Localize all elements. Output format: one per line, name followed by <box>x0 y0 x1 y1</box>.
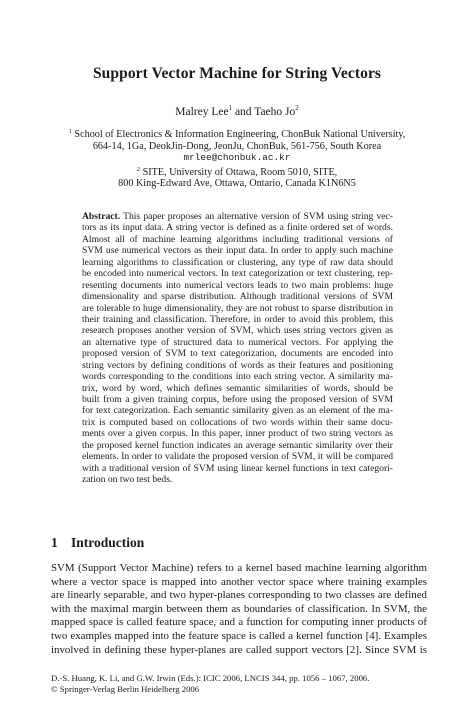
abstract-line: ments over a given corpus. In this paper, inner product of two string vectors as <box>82 428 393 440</box>
affiliation-mark: 2 <box>136 165 141 173</box>
abstract-line: research proposes another version of SVM, which uses string vectors given as <box>82 325 393 337</box>
author-name: Taeho Jo <box>254 106 296 118</box>
abstract-line: with a traditional version of SVM using linear kernel functions in text categori- <box>82 462 393 474</box>
affiliation-line: 800 King-Edward Ave, Ottawa, Ontario, Canada K1N6N5 <box>118 178 356 189</box>
abstract-line: an alternative type of structured data to numerical vectors. For applying the <box>82 336 393 348</box>
abstract-line: Almost all of machine learning algorithms including traditional versions of <box>82 233 393 245</box>
abstract-line: trix is computed based on collocations of two words within their same docu- <box>82 416 393 428</box>
abstract-line: zation on two test beds. <box>82 474 173 486</box>
author-name: Malrey Lee <box>175 106 229 118</box>
author-connector: and <box>232 106 255 118</box>
body-line: mapped space is called feature space, and a function for computing inner products of <box>51 616 427 629</box>
abstract-line: their training and classification. Therefore, in order to avoid this problem, this <box>82 313 393 325</box>
abstract-line: the proposed kernel function indicates an average semantic similarity over their <box>82 439 393 451</box>
abstract-text: This paper proposes an alternative version of SVM using string vec- <box>120 211 393 222</box>
body-line: where a vector space is mapped into another vector space where training examples <box>51 575 427 588</box>
affiliation-line <box>0 164 474 179</box>
introduction-text <box>51 562 427 657</box>
paper-title: Support Vector Machine for String Vectors <box>92 65 382 82</box>
abstract-line: be encoded into numerical vectors. In text categorization or text clustering, rep- <box>82 268 393 280</box>
affiliation-mark: 1 <box>68 128 72 135</box>
page-footer <box>51 673 431 694</box>
section-heading <box>51 535 144 551</box>
abstract <box>82 211 393 486</box>
abstract-line: words corresponding to the conditions into each string vector. A similarity ma- <box>82 371 393 383</box>
citation-line: D.-S. Huang, K. Li, and G.W. Irwin (Eds.): ICIC 2006, LNCIS 344, pp. 1056 – 1067, 2006. <box>51 673 370 683</box>
affiliation-line: 664-14, 1Ga, DeokJin-Dong, JeonJu, ChonBuk, 561-756, South Korea <box>92 140 382 152</box>
abstract-line: dimensionality and sparse distribution. Although traditional versions of SVM <box>82 291 393 303</box>
affiliation-mark: 1 <box>228 104 233 112</box>
abstract-line: tors as its input data. A string vector is defined as a finite ordered set of words. <box>82 222 393 234</box>
section-number: 1 <box>51 535 58 550</box>
abstract-line: are tolerable to huge dimensionality, they are not robust to sparse distribution in <box>82 302 393 314</box>
body-line: SVM (Support Vector Machine) refers to a kernel based machine learning algorithm <box>51 562 427 574</box>
body-line: two examples mapped into the feature space is called a kernel function [4]. Examples <box>51 629 427 642</box>
author-email: mrlee@chonbuk.ac.kr <box>183 152 291 163</box>
abstract-line: for text categorization. Each semantic similarity given as an element of the ma- <box>82 405 393 417</box>
section-title: Introduction <box>71 535 145 550</box>
affiliation-text: School of Electronics & Information Engineering, ChonBuk National University, <box>71 129 406 140</box>
author-line <box>0 104 474 118</box>
abstract-line: string vectors by defining conditions of words as their features and positioning <box>82 359 393 371</box>
body-line: are linearly separable, and two hyper-planes corresponding to two classes are defined <box>51 589 427 602</box>
abstract-line: built from a given training corpus, before using the proposed version of SVM <box>82 394 393 405</box>
abstract-line: learning algorithms to classification or clustering, any type of raw data should <box>82 256 393 268</box>
abstract-line <box>82 211 393 222</box>
abstract-line: SVM use numerical vectors as their input data. In order to apply such machine <box>82 245 393 257</box>
body-line: with the maximal margin between them as boundaries of classification. In SVM, the <box>51 602 427 615</box>
affiliation-line <box>0 126 474 141</box>
abstract-label: Abstract. <box>82 211 121 222</box>
body-line: involved in defining these hyper-planes are called support vectors [2]. Since SVM is <box>51 643 427 656</box>
affiliation-mark: 2 <box>295 104 299 112</box>
abstract-line: proposed version of SVM to text categorization, documents are encoded into <box>82 348 393 360</box>
abstract-line: elements. In order to validate the proposed version of SVM, it will be compared <box>82 451 393 463</box>
copyright-line: © Springer-Verlag Berlin Heidelberg 2006 <box>51 683 200 694</box>
affiliation-text: SITE, University of Ottawa, Room 5010, SITE, <box>140 166 338 178</box>
affiliations <box>0 126 474 190</box>
abstract-line: resenting documents into numerical vectors leads to two main problems: huge <box>82 279 393 291</box>
abstract-line: trix, word by word, which defines semantic similarities of words, should be <box>82 382 393 394</box>
